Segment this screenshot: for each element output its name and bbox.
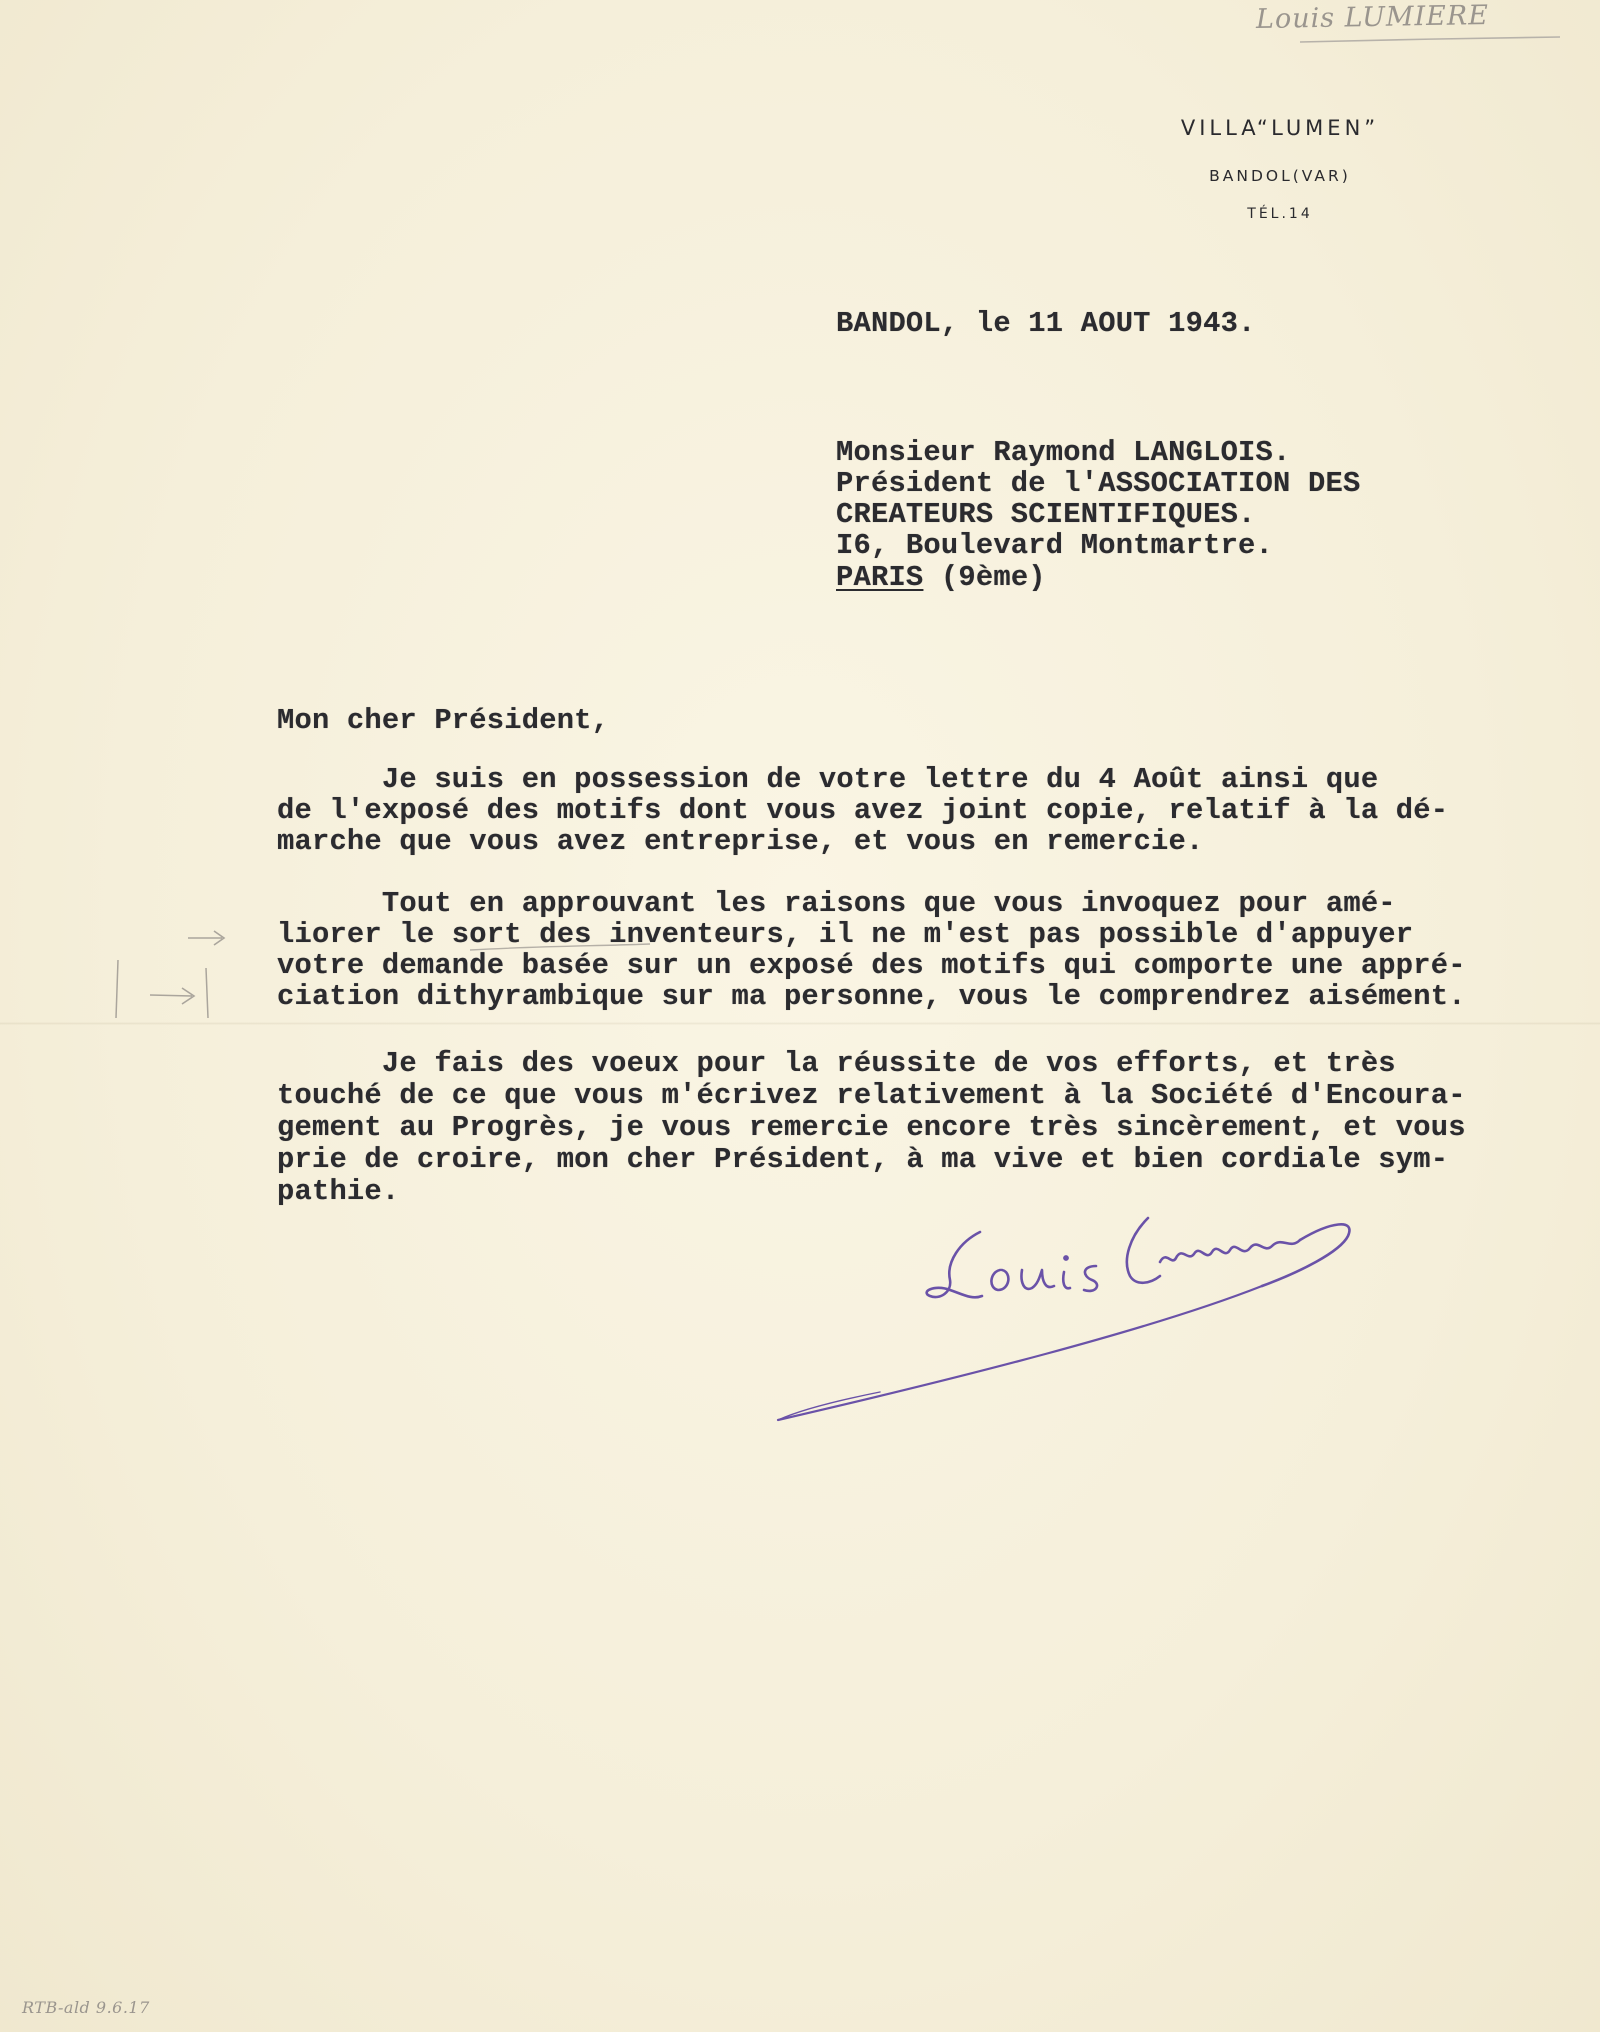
paragraph-3-line-4: prie de croire, mon cher Président, à ma vive et bien cordiale sym- [277,1143,1449,1176]
recipient-line-4: I6, Boulevard Montmartre. [836,529,1274,562]
paragraph-1-line-2: de l'exposé des motifs dont vous avez joint copie, relatif à la dé- [277,794,1449,827]
paragraph-3-line-1: Je fais des voeux pour la réussite de vos efforts, et très [277,1047,1396,1080]
paragraph-3-line-2: touché de ce que vous m'écrivez relativement à la Société d'Encoura- [277,1079,1466,1112]
recipient-arrondissement: (9ème) [940,561,1046,594]
recipient-line-1: Monsieur Raymond LANGLOIS. [836,436,1291,469]
signature-louis-lumiere [778,1218,1349,1420]
recipient-line-2: Président de l'ASSOCIATION DES [836,467,1361,500]
margin-bracket-right-icon [206,968,208,1018]
archive-note-underline [1300,37,1560,42]
recipient-city: PARIS [836,561,924,594]
paragraph-1-line-1: Je suis en possession de votre lettre du 4 Août ainsi que [277,763,1379,796]
archive-note-top-right: Louis LUMIERE [1255,0,1490,36]
signature-text [940,1300,947,1301]
paragraph-2-line-2: liorer le sort des inventeurs, il ne m'est pas possible d'appuyer [277,918,1414,951]
recipient-line-3: CREATEURS SCIENTIFIQUES. [836,498,1256,531]
margin-bracket-icon [116,960,118,1018]
letterhead-telephone: TÉL.14 [1247,206,1313,222]
letterhead-villa-name: VILLA“LUMEN” [1180,116,1380,140]
paragraph-1-line-3: marche que vous avez entreprise, et vous en remercie. [277,825,1204,858]
margin-arrow-lower-icon [150,988,194,1004]
paragraph-2-line-3: votre demande basée sur un exposé des motifs qui comporte une appré- [277,949,1466,982]
margin-arrow-upper-icon [188,931,224,945]
letterhead-city: BANDOL(VAR) [1209,167,1351,185]
salutation: Mon cher Président, [277,704,610,737]
paragraph-2-line-4: ciation dithyrambique sur ma personne, vous le comprendrez aisément. [277,980,1466,1013]
paragraph-2-line-1: Tout en approuvant les raisons que vous invoquez pour amé- [277,887,1396,920]
archive-note-bottom-left: RTB-ald 9.6.17 [22,1998,150,2017]
paper-fold-line [0,1022,1600,1025]
paragraph-3-line-3: gement au Progrès, je vous remercie encore très sincèrement, et vous [277,1111,1466,1144]
recipient-city-line [836,562,1046,594]
paragraph-3-line-5: pathie. [277,1175,400,1208]
date-line: BANDOL, le 11 AOUT 1943. [836,307,1256,340]
